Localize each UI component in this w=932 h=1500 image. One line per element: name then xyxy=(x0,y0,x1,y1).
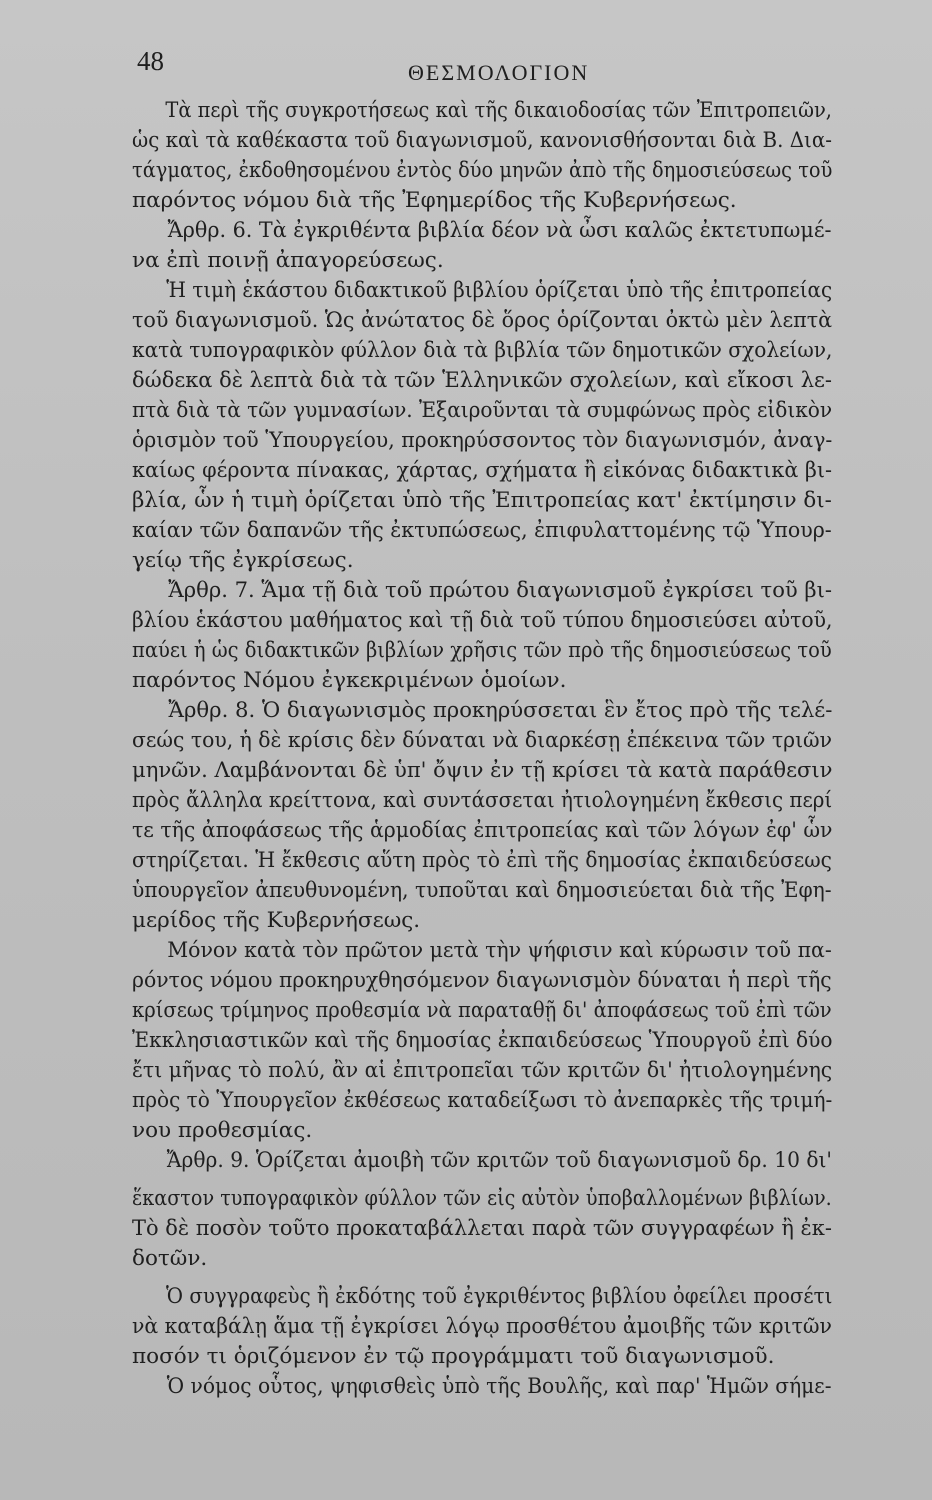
text-line: ὡς καὶ τὰ καθέκαστα τοῦ διαγωνισμοῦ, κανονισθήσονται διὰ Β. Δια- xyxy=(132,128,832,153)
text-line: μερίδος τῆς Κυβερνήσεως. xyxy=(132,908,421,933)
text-line: ὁρισμὸν τοῦ Ὑπουργείου, προκηρύσσοντος τὸν διαγωνισμόν, ἀναγ- xyxy=(132,428,833,453)
running-head: ΘΕΣΜΟΛΟΓΙΟΝ xyxy=(408,60,590,85)
text-line: καίαν τῶν δαπανῶν τῆς ἐκτυπώσεως, ἐπιφυλαττομένης τῷ Ὑπουρ- xyxy=(132,518,832,543)
text-line: ἕκαστον τυπογραφικὸν φύλλον τῶν εἰς αὐτὸν ὑποβαλλομένων βιβλίων. xyxy=(132,1186,832,1211)
text-line: νου προθεσμίας. xyxy=(132,1118,313,1143)
text-line: ποσόν τι ὁριζόμενον ἐν τῷ προγράμματι τοῦ διαγωνισμοῦ. xyxy=(132,1344,775,1369)
text-line: πτὰ διὰ τὰ τῶν γυμνασίων. Ἐξαιροῦνται τὰ συμφώνως πρὸς εἰδικὸν xyxy=(132,398,833,423)
text-line: Ὁ συγγραφεὺς ἢ ἐκδότης τοῦ ἐγκριθέντος βιβλίου ὀφείλει προσέτι xyxy=(166,1284,833,1309)
text-line: πρὸς τὸ Ὑπουργεῖον ἐκθέσεως καταδείξωσι τὸ ἀνεπαρκὲς τῆς τριμή- xyxy=(132,1088,833,1113)
text-line: Ἄρθρ. 7. Ἅμα τῇ διὰ τοῦ πρώτου διαγωνισμοῦ ἐγκρίσει τοῦ βι- xyxy=(168,578,833,603)
text-line: Τὸ δὲ ποσὸν τοῦτο προκαταβάλλεται παρὰ τῶν συγγραφέων ἢ ἐκ- xyxy=(132,1216,832,1241)
text-line: Μόνον κατὰ τὸν πρῶτον μετὰ τὴν ψήφισιν καὶ κύρωσιν τοῦ πα- xyxy=(167,938,832,963)
text-line: βλίου ἑκάστου μαθήματος καὶ τῇ διὰ τοῦ τύπου δημοσιεύσει αὐτοῦ, xyxy=(132,608,833,633)
text-line: Τὰ περὶ τῆς συγκροτήσεως καὶ τῆς δικαιοδοσίας τῶν Ἐπιτροπειῶν, xyxy=(165,98,832,123)
text-line: νὰ καταβάλῃ ἅμα τῇ ἐγκρίσει λόγῳ προσθέτου ἀμοιβῆς τῶν κριτῶν xyxy=(132,1314,832,1339)
text-line: σεώς του, ἡ δὲ κρίσις δὲν δύναται νὰ διαρκέσῃ ἐπέκεινα τῶν τριῶν xyxy=(132,728,833,753)
text-line: Ἡ τιμὴ ἑκάστου διδακτικοῦ βιβλίου ὁρίζεται ὑπὸ τῆς ἐπιτροπείας xyxy=(166,278,833,303)
text-line: Ἄρθρ. 8. Ὁ διαγωνισμὸς προκηρύσσεται ἓν ἔτος πρὸ τῆς τελέ- xyxy=(168,698,833,723)
text-line: ὑπουργεῖον ἀπευθυνομένη, τυποῦται καὶ δημοσιεύεται διὰ τῆς Ἐφη- xyxy=(132,878,832,903)
text-line: πρὸς ἄλληλα κρείττονα, καὶ συντάσσεται ἠτιολογημένη ἔκθεσις περί xyxy=(132,788,833,813)
text-line: γείῳ τῆς ἐγκρίσεως. xyxy=(132,548,354,573)
text-line: δοτῶν. xyxy=(132,1246,208,1271)
text-line: ρόντος νόμου προκηρυχθησόμενον διαγωνισμὸν δύναται ἡ περὶ τῆς xyxy=(132,968,832,993)
text-line: Ἄρθρ. 9. Ὁρίζεται ἀμοιβὴ τῶν κριτῶν τοῦ διαγωνισμοῦ δρ. 10 δι' xyxy=(166,1148,832,1173)
text-line: να ἐπὶ ποινῇ ἀπαγορεύσεως. xyxy=(132,248,444,273)
text-line: παρόντος Νόμου ἐγκεκριμένων ὁμοίων. xyxy=(132,668,567,693)
text-line: Ἐκκλησιαστικῶν καὶ τῆς δημοσίας ἐκπαιδεύσεως Ὑπουργοῦ ἐπὶ δύο xyxy=(132,1028,833,1053)
text-line: κρίσεως τρίμηνος προθεσμία νὰ παραταθῇ δι' ἀποφάσεως τοῦ ἐπὶ τῶν xyxy=(132,998,832,1023)
text-line: τάγματος, ἐκδοθησομένου ἐντὸς δύο μηνῶν ἀπὸ τῆς δημοσιεύσεως τοῦ xyxy=(132,158,833,183)
paragraph-gap xyxy=(132,1274,832,1282)
body-text xyxy=(132,96,832,1402)
text-line: στηρίζεται. Ἡ ἔκθεσις αὕτη πρὸς τὸ ἐπὶ τῆς δημοσίας ἐκπαιδεύσεως xyxy=(132,848,832,873)
paragraph-gap xyxy=(132,1176,832,1184)
text-line: ἔτι μῆνας τὸ πολύ, ἂν αἱ ἐπιτροπεῖαι τῶν κριτῶν δι' ἠτιολογημένης xyxy=(132,1058,833,1083)
text-line: βλία, ὧν ἡ τιμὴ ὁρίζεται ὑπὸ τῆς Ἐπιτροπείας κατ' ἐκτίμησιν δι- xyxy=(132,488,832,513)
text-line: καίως φέροντα πίνακας, χάρτας, σχήματα ἢ εἰκόνας διδακτικὰ βι- xyxy=(132,458,833,483)
text-line: κατὰ τυπογραφικὸν φύλλον διὰ τὰ βιβλία τῶν δημοτικῶν σχολείων, xyxy=(132,338,833,363)
text-line: τε τῆς ἀποφάσεως τῆς ἁρμοδίας ἐπιτροπείας καὶ τῶν λόγων ἐφ' ὧν xyxy=(132,818,833,843)
page-number: 48 xyxy=(137,46,164,76)
text-line: Ὁ νόμος οὗτος, ψηφισθεὶς ὑπὸ τῆς Βουλῆς, καὶ παρ' Ἡμῶν σήμε- xyxy=(166,1374,832,1399)
text-line: δώδεκα δὲ λεπτὰ διὰ τὰ τῶν Ἑλληνικῶν σχολείων, καὶ εἴκοσι λε- xyxy=(132,368,832,393)
text-line: μηνῶν. Λαμβάνονται δὲ ὑπ' ὄψιν ἐν τῇ κρίσει τὰ κατὰ παράθεσιν xyxy=(132,758,833,783)
text-line: τοῦ διαγωνισμοῦ. Ὡς ἀνώτατος δὲ ὅρος ὁρίζονται ὀκτὼ μὲν λεπτὰ xyxy=(132,308,833,333)
text-line: Ἄρθρ. 6. Τὰ ἐγκριθέντα βιβλία δέον νὰ ὦσι καλῶς ἐκτετυπωμέ- xyxy=(167,218,832,243)
text-line: παύει ἡ ὡς διδακτικῶν βιβλίων χρῆσις τῶν πρὸ τῆς δημοσιεύσεως τοῦ xyxy=(132,638,832,663)
text-line: παρόντος νόμου διὰ τῆς Ἐφημερίδος τῆς Κυβερνήσεως. xyxy=(132,188,737,213)
